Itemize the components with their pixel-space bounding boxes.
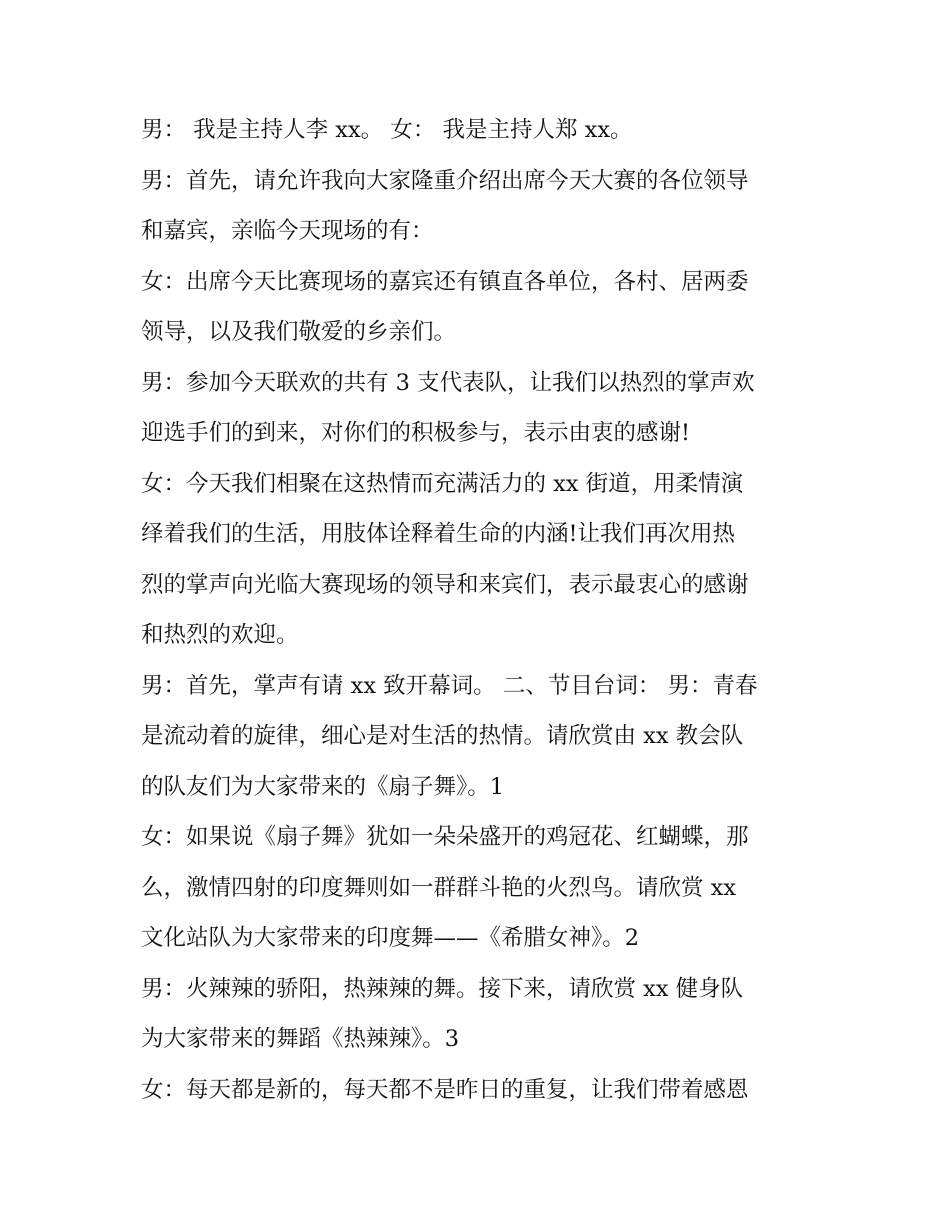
- text-line: 男：火辣辣的骄阳，热辣辣的舞。接下来，请欣赏 xx 健身队: [141, 975, 744, 1002]
- text-line: 文化站队为大家带来的印度舞——《希腊女神》。2: [141, 925, 640, 951]
- text-line: 是流动着的旋律，细心是对生活的热情。请欣赏由 xx 教会队: [141, 723, 744, 749]
- text-line: 领导，以及我们敬爱的乡亲们。: [141, 319, 457, 345]
- text-line: 男：首先，掌声有请 xx 致开幕词。 二、节目台词： 男：青春: [141, 672, 758, 699]
- text-line: 女：今天我们相聚在这热情而充满活力的 xx 街道，用柔情演: [141, 470, 744, 497]
- text-line: 男：参加今天联欢的共有 3 支代表队，让我们以热烈的掌声欢: [141, 369, 755, 396]
- text-line: 男：首先，请允许我向大家隆重介绍出席今天大赛的各位领导: [141, 167, 749, 194]
- text-line: 烈的掌声向光临大赛现场的领导和来宾们，表示最衷心的感谢: [141, 571, 749, 598]
- text-line: 绎着我们的生活，用肢体诠释着生命的内涵!让我们再次用热: [141, 521, 736, 547]
- text-line: 和嘉宾，亲临今天现场的有：: [141, 218, 434, 244]
- text-line: 女：每天都是新的，每天都不是昨日的重复，让我们带着感恩: [141, 1076, 749, 1103]
- text-line: 么，激情四射的印度舞则如一群群斗艳的火烈鸟。请欣赏 xx: [141, 874, 737, 901]
- text-line: 的队友们为大家带来的《扇子舞》。1: [141, 773, 505, 800]
- text-line: 和热烈的欢迎。: [141, 622, 299, 648]
- text-line: 女：出席今天比赛现场的嘉宾还有镇直各单位，各村、居两委: [141, 268, 749, 295]
- text-line: 女：如果说《扇子舞》犹如一朵朵盛开的鸡冠花、红蝴蝶，那: [141, 824, 749, 850]
- text-line: 男： 我是主持人李 xx。 女： 我是主持人郑 xx。: [141, 117, 633, 143]
- script-text: [141, 105, 813, 1115]
- text-line: 为大家带来的舞蹈《热辣辣》。3: [141, 1026, 460, 1052]
- text-line: 迎选手们的到来，对你们的积极参与，表示由衷的感谢!: [141, 420, 691, 446]
